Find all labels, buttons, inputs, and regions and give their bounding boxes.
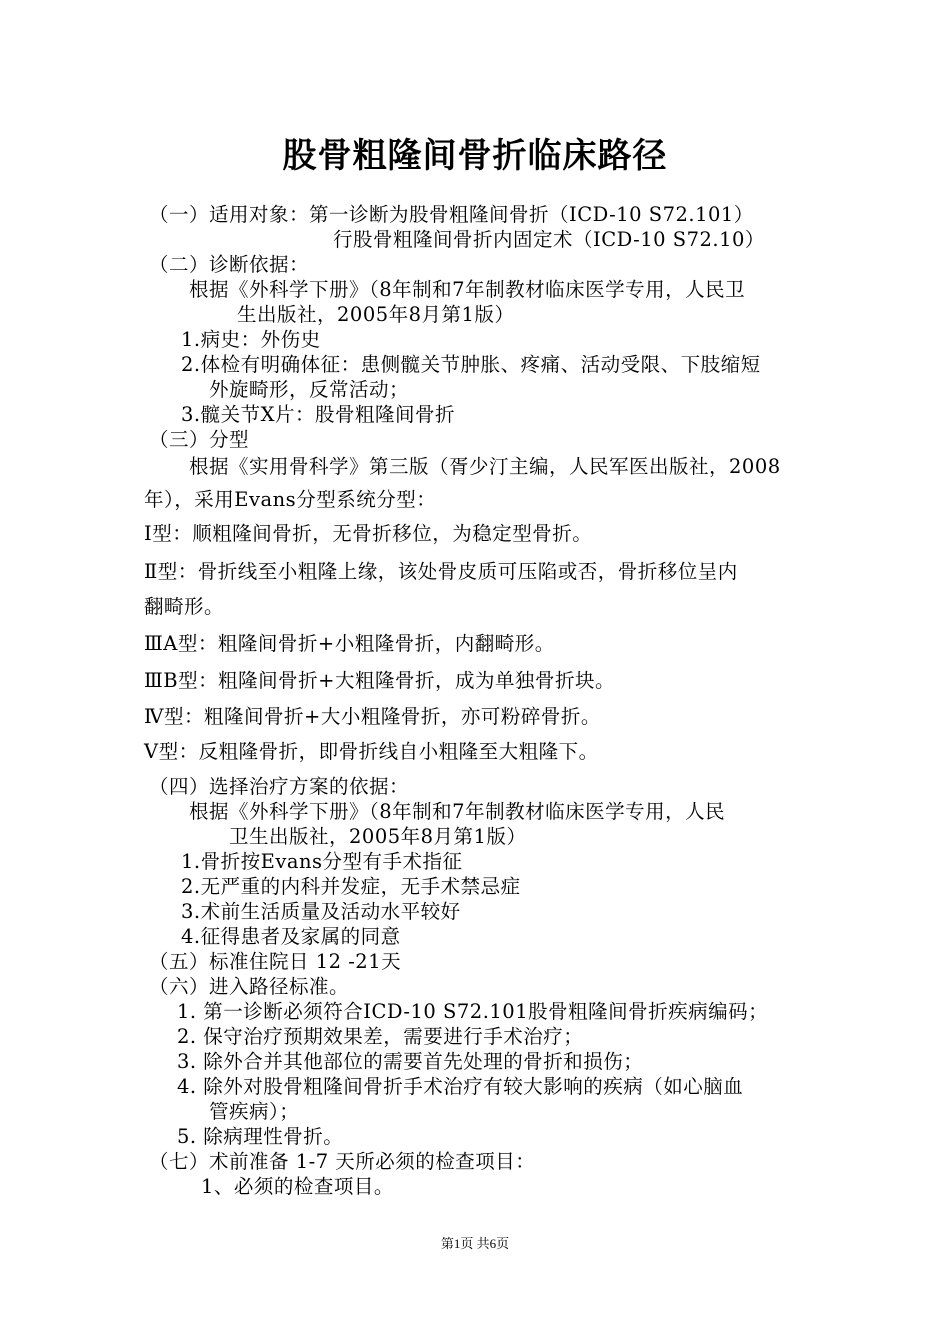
- text-line: （三）分型: [149, 428, 250, 451]
- text-line: 生出版社，2005年8月第1版）: [237, 303, 515, 326]
- text-line: 卫生出版社，2005年8月第1版）: [229, 825, 527, 848]
- text-line: 1.骨折按Evans分型有手术指征: [181, 850, 463, 873]
- text-line: 根据《实用骨科学》第三版（胥少汀主编，人民军医出版社，2008: [189, 455, 781, 478]
- text-line: Ⅰ型：顺粗隆间骨折，无骨折移位，为稳定型骨折。: [144, 522, 593, 545]
- text-line: 2.无严重的内科并发症，无手术禁忌症: [181, 875, 521, 898]
- text-line: 3.术前生活质量及活动水平较好: [181, 900, 461, 923]
- text-line: 翻畸形。: [144, 595, 225, 618]
- text-line: （七）术前准备 1-7 天所必须的检查项目：: [149, 1150, 536, 1173]
- text-line: 2.体检有明确体征：患侧髋关节肿胀、疼痛、活动受限、下肢缩短: [181, 353, 761, 376]
- text-line: 4.征得患者及家属的同意: [181, 925, 401, 948]
- text-line: 管疾病）；: [209, 1100, 300, 1123]
- text-line: （四）选择治疗方案的依据：: [149, 775, 410, 798]
- text-line: （二）诊断依据：: [149, 253, 310, 276]
- text-line: 外旋畸形，反常活动；: [209, 378, 410, 401]
- text-line: ⅢB型：粗隆间骨折+大粗隆骨折，成为单独骨折块。: [144, 669, 615, 692]
- text-line: （一）适用对象：第一诊断为股骨粗隆间骨折（ICD-10 S72.101）: [149, 203, 754, 226]
- text-line: 行股骨粗隆间骨折内固定术（ICD-10 S72.10）: [333, 228, 765, 251]
- text-line: Ⅴ型：反粗隆骨折，即骨折线自小粗隆至大粗隆下。: [144, 740, 599, 763]
- text-line: 2. 保守治疗预期效果差，需要进行手术治疗；: [177, 1025, 584, 1048]
- text-line: 1.病史：外伤史: [181, 328, 321, 351]
- text-line: 1. 第一诊断必须符合ICD-10 S72.101股骨粗隆间骨折疾病编码；: [177, 1000, 769, 1023]
- text-line: （六）进入路径标准。: [149, 975, 350, 998]
- text-line: 3. 除外合并其他部位的需要首先处理的骨折和损伤；: [177, 1050, 644, 1073]
- text-line: 根据《外科学下册》（8年制和7年制教材临床医学专用，人民: [189, 800, 726, 823]
- text-line: （五）标准住院日 12 -21天: [149, 950, 402, 973]
- document-title: 股骨粗隆间骨折临床路径: [282, 136, 668, 176]
- text-line: Ⅱ型：骨折线至小粗隆上缘，该处骨皮质可压陷或否，骨折移位呈内: [144, 560, 738, 583]
- text-line: 3.髋关节X片：股骨粗隆间骨折: [181, 403, 455, 426]
- text-line: 4. 除外对股骨粗隆间骨折手术治疗有较大影响的疾病（如心脑血: [177, 1075, 744, 1098]
- text-line: 5. 除病理性骨折。: [177, 1125, 344, 1148]
- text-line: Ⅳ型：粗隆间骨折+大小粗隆骨折，亦可粉碎骨折。: [144, 705, 601, 728]
- text-line: ⅢA型：粗隆间骨折+小粗隆骨折，内翻畸形。: [144, 632, 555, 655]
- text-line: 年），采用Evans分型系统分型：: [144, 488, 437, 511]
- text-line: 1、必须的检查项目。: [201, 1175, 394, 1198]
- text-line: 根据《外科学下册》（8年制和7年制教材临床医学专用，人民卫: [189, 278, 746, 301]
- page-footer: 第1页 共6页: [440, 1236, 510, 1251]
